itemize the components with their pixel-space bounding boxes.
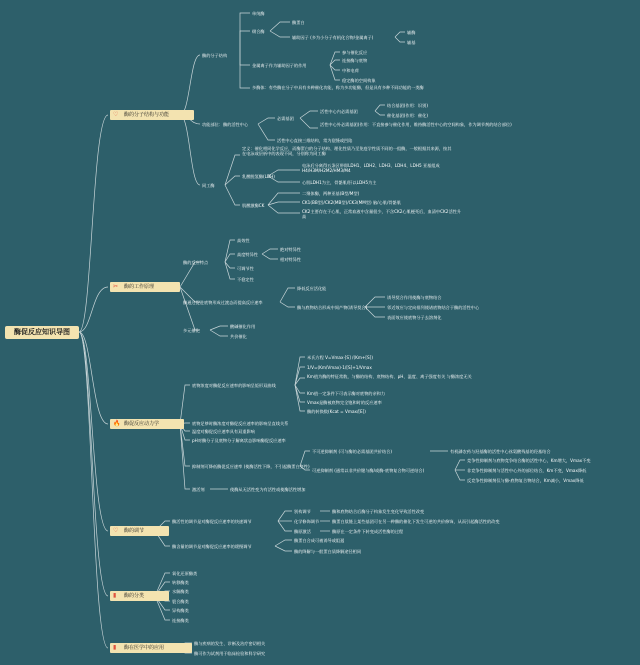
node-props[interactable]: 酶的反应特点	[183, 260, 209, 265]
medicine-item[interactable]: 酶与疾病的发生、诊断及治疗密切相关	[194, 641, 266, 646]
node-inhibitor[interactable]: 抑制剂可降低酶促反应速率 (使酶活性下降，不引起酶蛋白变性)	[192, 464, 310, 469]
node-func[interactable]: 功能部位：酶的活性中心	[202, 122, 249, 127]
node-ck-2[interactable]: CK1(BB型)/CK2(MB型)/CK3(MM型) 脑/心肌/骨骼肌	[302, 200, 401, 205]
node-prosthetic[interactable]: 辅基	[407, 40, 416, 45]
heart-icon: ♡	[113, 111, 119, 118]
node-p2a[interactable]: 绝对特异性	[280, 247, 301, 252]
branch-label: 酶在医学中的应用	[124, 645, 165, 651]
node-irreversible[interactable]: 不可逆抑制剂 (可与酶的必需基团共价结合)	[312, 449, 392, 454]
class-item[interactable]: 氧化还原酶类	[172, 571, 198, 576]
node-simple[interactable]: 单纯酶	[252, 11, 265, 16]
node-enzyme-conc[interactable]: 底物足够时酶浓度对酶促反应速率的影响呈直线关系	[192, 421, 289, 426]
node-p2[interactable]: 高度特异性	[237, 252, 258, 257]
node-mol[interactable]: 酶的分子结构	[202, 53, 228, 58]
node-ldh-2[interactable]: 心肌LDH1为主，骨骼肌/肝以LDH5为主	[302, 180, 377, 185]
node-amount-1[interactable]: 酶蛋白合成可被诱导或阻遏	[294, 538, 345, 543]
branch-molecular-structure[interactable]	[110, 110, 194, 120]
class-item[interactable]: 异构酶类	[172, 608, 189, 613]
node-ck-3[interactable]: CK2主要存在于心肌，正常血液中含量很少，不含CK2心肌梗死后，血清中CK2活性升高	[302, 209, 462, 219]
node-binding[interactable]: 结合基团(作用：识别)	[387, 103, 428, 108]
node-coenzyme[interactable]: 辅酶	[407, 30, 416, 35]
node-activator[interactable]: 激活剂	[192, 487, 205, 492]
class-item[interactable]: 连接酶类	[172, 618, 189, 623]
node-ldh[interactable]: 乳酸脱氢酶(LDH)	[242, 174, 275, 179]
node-ldh-1[interactable]: 电泳后分离得五条区带即LDH1、LDH2、LDH3、LDH4、LDH5 亚基组成 H4/H3M/H2M2/HM3/M4	[302, 163, 440, 173]
node-m2a[interactable]: 诱导契合作用使酶与底物结合	[387, 295, 442, 300]
bookmark-icon: ▮	[113, 644, 117, 651]
node-allosteric-1[interactable]: 酶和底物结合后酶分子构象发生变化导致活性改变	[332, 509, 425, 514]
branch-label: 酶的分类	[124, 593, 145, 599]
node-other[interactable]: 活性中心直接三维结构，常为裂缝或凹陷	[277, 138, 353, 143]
node-metal-1[interactable]: 参与催化反应	[342, 50, 368, 55]
node-p4[interactable]: 不稳定性	[237, 277, 254, 282]
node-s4[interactable]: Km值一定条件下可表示酶对底物的亲和力	[307, 391, 386, 396]
node-amount-2[interactable]: 酶的降解与一般蛋白质降解途径相同	[294, 549, 362, 554]
node-substrate[interactable]: 底物浓度对酶促反应速率的影响呈矩形双曲线	[192, 383, 276, 388]
node-ph[interactable]: pH对酶分子及底物分子解离状态影响酶促反应速率	[192, 438, 286, 443]
node-mech[interactable]: 酶通过促进底物形成过渡态而提高反应速率	[183, 300, 263, 305]
node-metal-3[interactable]: 中和电荷	[342, 68, 359, 73]
branch-medicine[interactable]	[110, 643, 192, 653]
class-item[interactable]: 水解酶类	[172, 589, 189, 594]
bookmark-icon: ▮	[113, 592, 117, 599]
node-covalent[interactable]: 化学修饰调节	[294, 519, 320, 524]
node-s1[interactable]: 米氏方程 V=Vmax·[S] /(Km+[S])	[307, 355, 373, 360]
class-item[interactable]: 裂合酶类	[172, 599, 189, 604]
node-ck-1[interactable]: 二聚体酶，两种亚基(B型/M型)	[302, 191, 360, 196]
branch-classification[interactable]	[110, 591, 169, 601]
node-m2c[interactable]: 表面效应使底物分子去溶剂化	[387, 315, 442, 320]
class-item[interactable]: 转移酶类	[172, 580, 189, 585]
node-m2b[interactable]: 邻近效应与定向排列使诸底物结合于酶的活性中心	[387, 305, 480, 310]
branch-label: 酶的分子结构与功能	[124, 112, 170, 118]
root-node[interactable]: 酶促反应知识导图	[5, 326, 79, 339]
node-iso-def[interactable]: 定义：催化相同化学反应，而酶蛋白的分子结构、理化性质乃至免疫学性质不同的一组酶，一般根据其来源，按其在电泳或层析中的表现不同，分别称为同工酶	[242, 146, 452, 156]
scissors-icon: ✂	[113, 283, 119, 290]
branch-regulation[interactable]	[110, 526, 169, 536]
node-multi-1[interactable]: 酸碱催化作用	[230, 324, 256, 329]
branch-label: 酶的工作原理	[124, 284, 155, 290]
node-outside[interactable]: 活性中心外必需基团(作用：不直接参与催化作用，维持酶活性中心的空间构象，作为调节剂的结合部位)	[320, 122, 512, 127]
node-m1[interactable]: 降低反应活化能	[297, 286, 327, 291]
medicine-item[interactable]: 酶可作为试剂用于临床检验和科学研究	[194, 651, 266, 656]
node-zymogen[interactable]: 酶原激活	[294, 529, 311, 534]
flame-icon: 🔥	[113, 420, 121, 427]
node-multi-2[interactable]: 共价催化	[230, 334, 247, 339]
node-zymogen-1[interactable]: 酶原在一定条件下转变成活性酶的过程	[332, 529, 404, 534]
heart-icon: ♡	[113, 527, 119, 534]
node-metal-4[interactable]: 稳定酶的空间构象	[342, 78, 376, 83]
node-rev-1[interactable]: 竞争性抑制剂与底物竞争结合酶的活性中心，Km增大，Vmax不变	[467, 458, 591, 463]
node-covalent-1[interactable]: 酶蛋白肽链上某些基团可在另一种酶的催化下发生可逆的共价修饰，从而引起酶活性的改变	[332, 519, 500, 524]
node-s6[interactable]: 酶的转换数(Kcat = Vmax/[E])	[307, 409, 366, 414]
node-inside[interactable]: 活性中心内必需基团	[320, 109, 358, 114]
node-reg-amount[interactable]: 酶含量的调节是对酶促反应速率的缓慢调节	[172, 544, 252, 549]
node-multi-enzyme[interactable]: 多酶体：有些酶在分子中具有多种催化功能，称为多功能酶，但是具有多种不同功能的一类酶	[252, 85, 424, 90]
branch-kinetics[interactable]	[110, 419, 184, 429]
node-s3[interactable]: Km值为酶的特征常数，与酶的结构、底物结构、pH、温度、离子强度有关 与酶浓度无关	[307, 374, 472, 379]
node-metal-2[interactable]: 连接酶与底物	[342, 58, 368, 63]
node-reversible[interactable]: 可逆抑制剂 (通常以非共价键与酶/或酶-底物复合物可逆结合)	[312, 468, 425, 473]
branch-label: 酶的调节	[124, 528, 145, 534]
node-cofactor[interactable]: 辅助因子 (多为小分子有机化合物/金属离子)	[292, 35, 374, 40]
node-allosteric[interactable]: 别构调节	[294, 509, 311, 514]
node-p1[interactable]: 高效性	[237, 238, 250, 243]
node-irreversible-1[interactable]: 有机磷农药与羟基酶的活性中心丝氨酸残基的羟基结合	[450, 449, 551, 454]
node-rev-2[interactable]: 非竞争性抑制剂与活性中心外的部位结合，Km不变，Vmax降低	[467, 468, 587, 473]
node-s5[interactable]: Vmax是酶被底物完全饱和时的反应速率	[307, 400, 382, 405]
node-p3[interactable]: 可调节性	[237, 266, 254, 271]
node-temp[interactable]: 温度对酶促反应速率具有双重影响	[192, 429, 255, 434]
node-m2[interactable]: 酶与底物结合形成中间产物(诱导契合)	[297, 305, 368, 310]
node-multi[interactable]: 多元催化	[183, 328, 200, 333]
node-p2b[interactable]: 相对特异性	[280, 257, 301, 262]
node-groups[interactable]: 必需基团	[277, 116, 294, 121]
node-isoenzyme[interactable]: 同工酶	[202, 183, 215, 188]
branch-label: 酶促反应动力学	[124, 421, 160, 427]
node-s2[interactable]: 1/V=(Km/Vmax)·1/[S]+1/Vmax	[307, 365, 372, 370]
node-catalytic[interactable]: 催化基团(作用：催化)	[387, 113, 428, 118]
branch-working-principle[interactable]	[110, 282, 180, 292]
node-reg-activity[interactable]: 酶活性的调节是对酶促反应速率的快速调节	[172, 519, 252, 524]
node-apo[interactable]: 酶蛋白	[292, 20, 305, 25]
node-conj[interactable]: 缀合酶	[252, 29, 265, 34]
node-ck[interactable]: 肌酸激酶CK	[242, 203, 265, 208]
node-rev-3[interactable]: 反竞争性抑制剂仅与酶-底物复合物结合，Km减小，Vmax降低	[467, 478, 584, 483]
node-metal[interactable]: 金属离子作为辅助因子的作用	[252, 63, 307, 68]
node-activator-1[interactable]: 使酶从无活性变为有活性或使酶活性增加	[230, 487, 306, 492]
